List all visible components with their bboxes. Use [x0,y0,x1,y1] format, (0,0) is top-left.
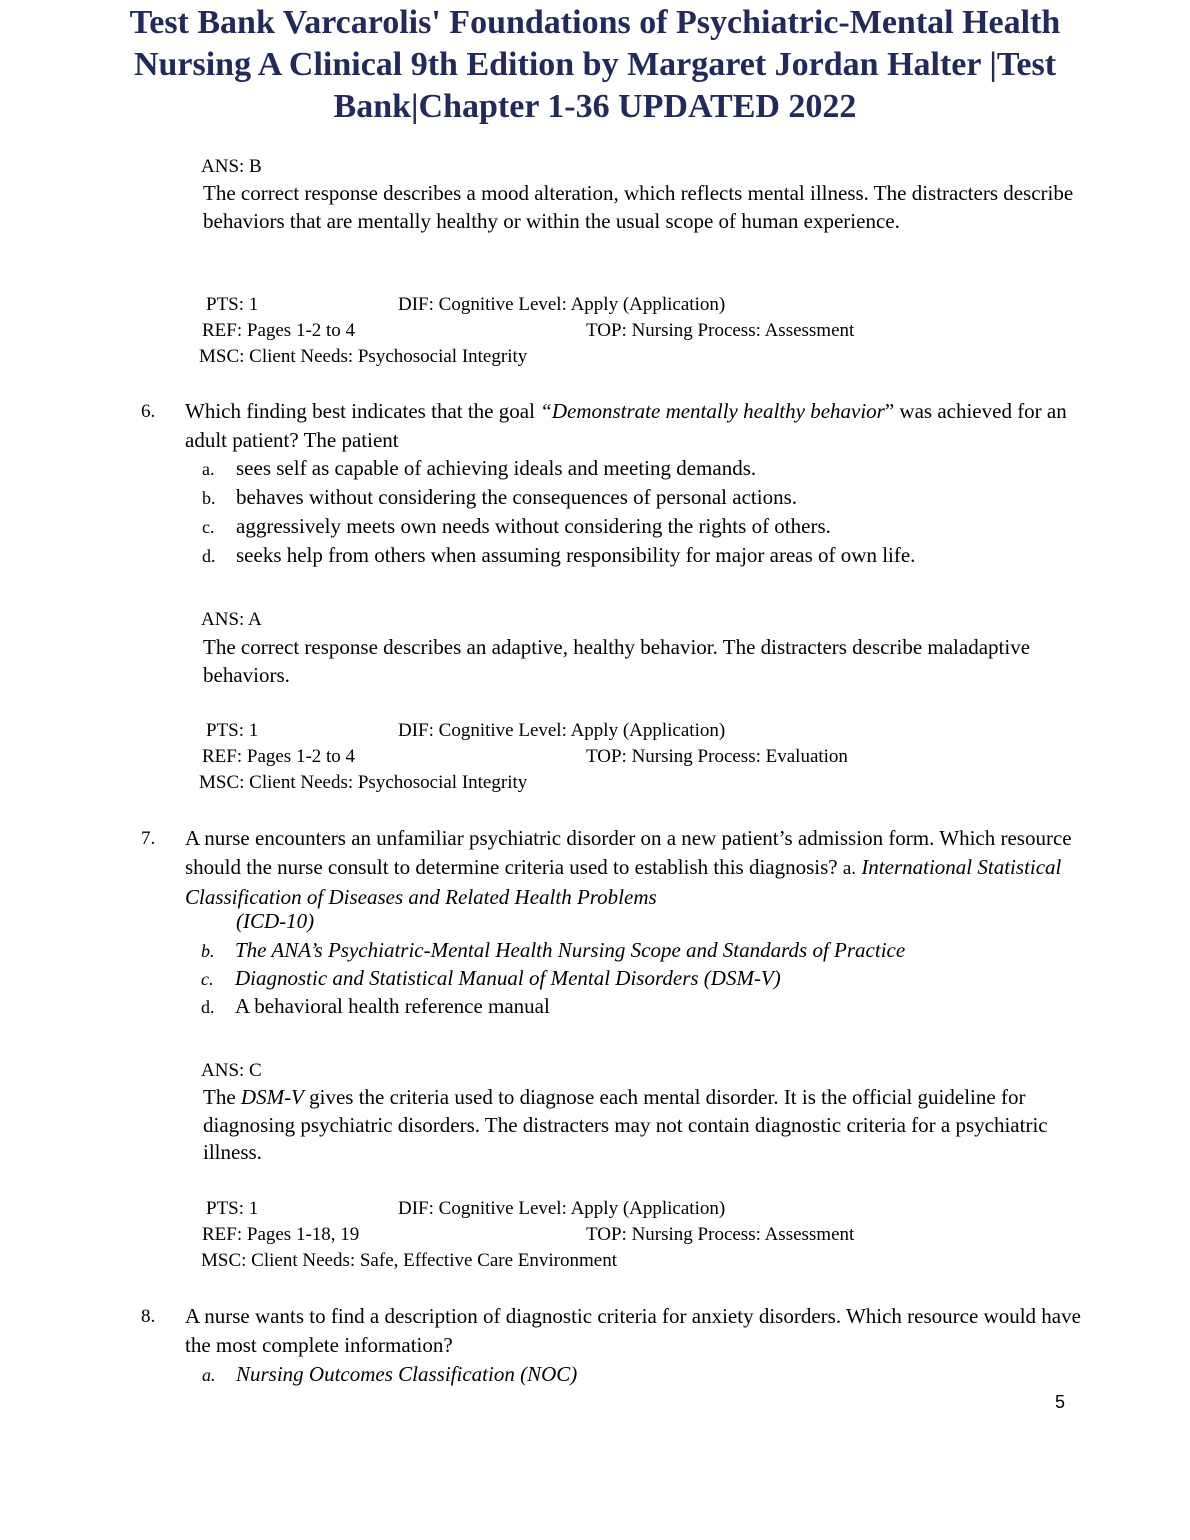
q5-answer: ANS: B [201,156,262,177]
q7-option-a-continued: (ICD-10) [236,909,315,933]
page-number: 5 [1054,1392,1065,1412]
q8-option-letter: a. [202,1365,216,1385]
q7-rationale [203,1084,1093,1167]
q6-msc: MSC: Client Needs: Psychosocial Integrity [199,772,528,793]
q7-answer: ANS: C [201,1060,262,1081]
q7-option-letter: d. [201,997,215,1017]
q5-msc: MSC: Client Needs: Psychosocial Integrity [199,346,528,367]
q6-answer: ANS: A [201,609,262,630]
q6-option-b [202,483,797,512]
q7-option-b [201,936,905,965]
q6-stem-quote: “Demonstrate mentally healthy behavior [540,399,885,423]
q6-number: 6. [141,401,156,422]
q5-top: TOP: Nursing Process: Assessment [586,320,855,341]
q7-top: TOP: Nursing Process: Assessment [586,1224,855,1245]
q6-option-text: aggressively meets own needs without considering the rights of others. [236,514,831,538]
q7-option-d [201,992,550,1021]
q6-option-letter: b. [202,488,216,508]
q7-number: 7. [141,828,156,849]
q6-stem-start: Which finding best indicates that the goal [185,399,541,423]
q6-stem-end: ” was achieved for an adult patient? The patient [185,399,1067,452]
q6-stem [185,397,1090,454]
q7-rationale-start: The [203,1085,241,1109]
q5-dif: DIF: Cognitive Level: Apply (Application) [398,294,726,315]
q7-rationale-dsm: DSM-V [240,1085,304,1109]
q6-option-text: behaves without considering the consequences of personal actions. [236,485,798,509]
q7-msc: MSC: Client Needs: Safe, Effective Care Environment [201,1250,617,1271]
q7-option-letter: c. [201,969,214,989]
q5-pts: PTS: 1 [206,294,259,315]
q6-option-letter: a. [202,459,215,479]
q8-number: 8. [141,1306,156,1327]
q6-pts: PTS: 1 [206,720,259,741]
q7-option-letter: b. [201,941,215,961]
q7-stem [185,824,1090,912]
q6-dif: DIF: Cognitive Level: Apply (Application) [398,720,726,741]
q5-ref: REF: Pages 1-2 to 4 [202,320,356,341]
q7-option-text: The ANA’s Psychiatric-Mental Health Nursing Scope and Standards of Practice [235,938,906,962]
q6-option-c [202,512,831,541]
q6-option-letter: c. [202,517,215,537]
q6-option-a [202,454,756,483]
q7-option-text: Diagnostic and Statistical Manual of Mental Disorders (DSM-V) [235,966,781,990]
q7-option-text: A behavioral health reference manual [235,994,550,1018]
q7-dif: DIF: Cognitive Level: Apply (Application) [398,1198,726,1219]
q7-option-a-text: International Statistical Classification of Diseases and Related Health Problems [185,854,1062,909]
q7-rationale-end: gives the criteria used to diagnose each mental disorder. It is the official guideline for diagnosing psychiatric disorders. The distracters may not contain diagnostic criteria for a psychiatric illness. [203,1085,1048,1164]
q7-pts: PTS: 1 [206,1198,259,1219]
q8-option-a [202,1360,577,1389]
q6-option-letter: d. [202,546,216,566]
page-title: Test Bank Varcarolis' Foundations of Psychiatric-Mental Health Nursing A Clinical 9th Edition by Margaret Jordan Halter |Test Bank|Chapter 1-36 UPDATED 2022 [129,4,1061,125]
q7-ref: REF: Pages 1-18, 19 [202,1224,360,1245]
q6-option-d [202,541,915,570]
q7-stem-text: A nurse encounters an unfamiliar psychiatric disorder on a new patient’s admission form. Which resource should the nurse consult to determine criteria used to establish this diagnosis? [185,826,1072,879]
q7-option-c [201,964,781,993]
q6-top: TOP: Nursing Process: Evaluation [586,746,848,767]
q6-option-text: seeks help from others when assuming responsibility for major areas of own life. [236,543,916,567]
q6-ref: REF: Pages 1-2 to 4 [202,746,356,767]
q6-option-text: sees self as capable of achieving ideals and meeting demands. [236,456,757,480]
q8-stem: A nurse wants to find a description of diagnostic criteria for anxiety disorders. Which resource would have the most complete information? [185,1304,1081,1357]
q5-rationale: The correct response describes a mood alteration, which reflects mental illness. The distracters describe behaviors that are mentally healthy or within the usual scope of human experience. [203,181,1074,233]
q7-option-a-letter: a. [842,857,857,879]
q6-rationale: The correct response describes an adaptive, healthy behavior. The distracters describe maladaptive behaviors. [203,635,1031,687]
q8-option-text: Nursing Outcomes Classification (NOC) [236,1362,578,1386]
